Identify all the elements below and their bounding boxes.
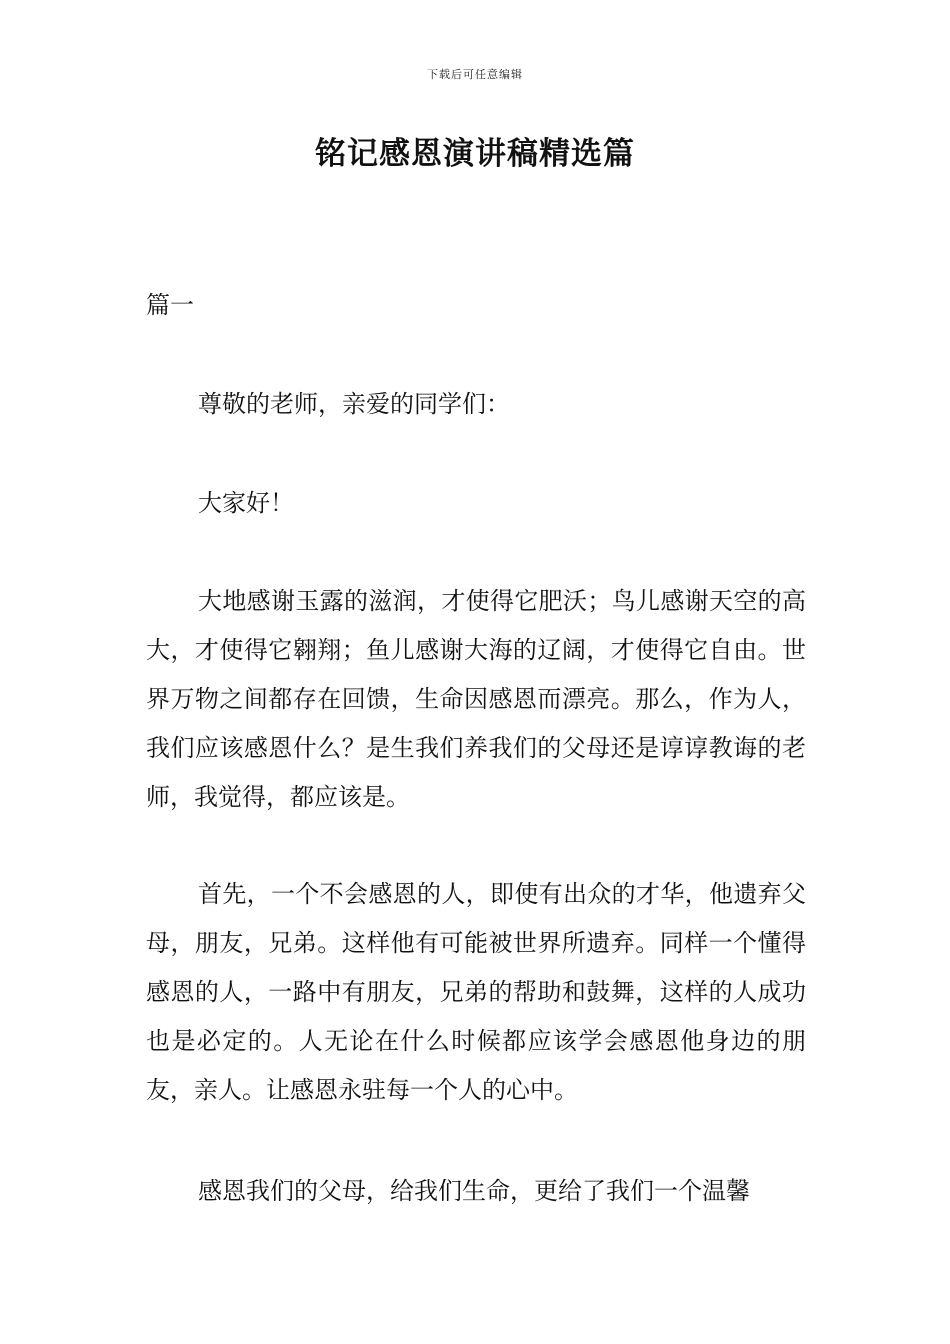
- greeting-paragraph: 大家好！: [198, 489, 294, 517]
- body-paragraph-1: 大地感谢玉露的滋润，才使得它肥沃；鸟儿感谢天空的高大，才使得它翱翔；鱼儿感谢大海的辽阔，才使得它自由。世界万物之间都存在回馈，生命因感恩而漂亮。那么，作为人，我们应该感恩什么？是生我们养我们的父母还是谆谆教诲的老师，我觉得，都应该是。: [146, 587, 806, 811]
- body-paragraph-3: 感恩我们的父母，给我们生命，更给了我们一个温馨: [198, 1177, 750, 1205]
- salutation-paragraph: 尊敬的老师，亲爱的同学们：: [198, 390, 510, 418]
- header-note: 下载后可任意编辑: [427, 68, 523, 81]
- section-label: 篇一: [146, 291, 194, 319]
- body-paragraph-2: 首先，一个不会感恩的人，即使有出众的才华，他遗弃父母，朋友，兄弟。这样他有可能被世界所遗弃。同样一个懂得感恩的人，一路中有朋友，兄弟的帮助和鼓舞，这样的人成功也是必定的。人无论在什么时候都应该学会感恩他身边的朋友，亲人。让感恩永驻每一个人的心中。: [146, 880, 806, 1104]
- document-title: 铭记感恩演讲稿精选篇: [315, 136, 635, 172]
